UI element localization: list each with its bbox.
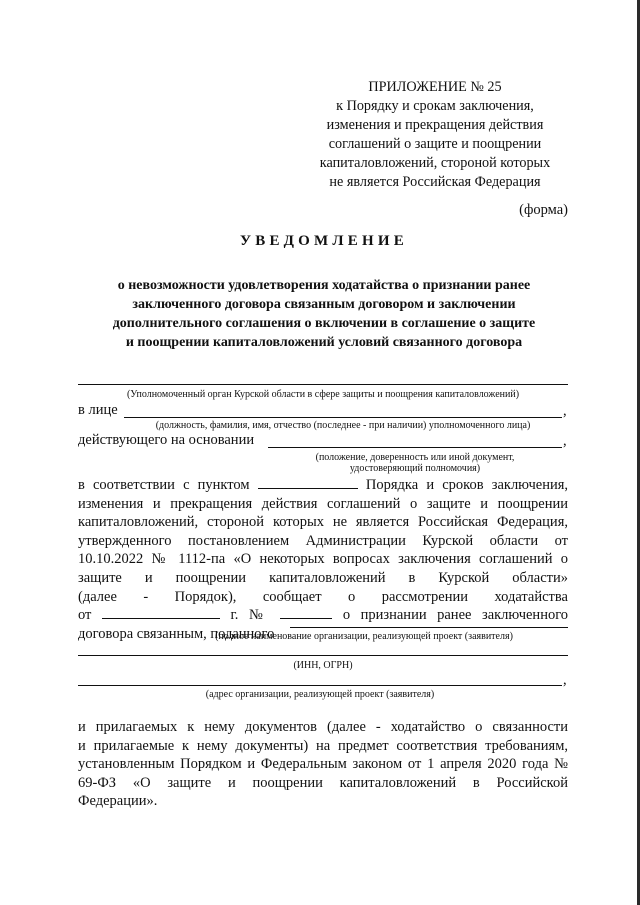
basis-label: действующего на основании (78, 432, 255, 448)
person-comma: , (563, 403, 567, 419)
paragraph-text: о признании ранее заключенного (342, 607, 569, 624)
basis-hint-2: удостоверяющий полномочия) (349, 463, 481, 474)
paragraph-line: договора связанным, поданного (78, 625, 275, 642)
in-person-label: в лице (78, 402, 118, 418)
org-hint: (полное наименование организации, реализующей проект (заявителя) (215, 631, 513, 642)
paragraph-text: от (78, 607, 92, 624)
appendix-heading: ПРИЛОЖЕНИЕ № 25 (368, 79, 502, 95)
basis-hint-1: (положение, доверенность или иной документ, (315, 452, 515, 463)
paragraph-line (78, 476, 568, 495)
address-comma: , (563, 672, 567, 688)
document-subtitle (80, 276, 568, 352)
basis-comma: , (563, 433, 567, 449)
authority-blank-line (78, 384, 568, 385)
paragraph-line (78, 606, 568, 625)
paragraph-line: капиталовложений, стороной которых не является Российская Федерация, (78, 514, 568, 531)
paragraph-line: 10.10.2022 № 1112-па «О некоторых вопросах заключения соглашений о (78, 551, 568, 568)
paragraph-line: изменения и прекращения действия соглашений о защите и поощрении (78, 495, 568, 512)
clause-blank (258, 476, 358, 489)
person-hint: (должность, фамилия, имя, отчество (последнее - при наличии) уполномоченного лица) (155, 420, 531, 431)
paragraph-line: и прилагаемые к нему документы) на предмет соответствия требованиям, (78, 737, 568, 754)
paragraph-text: в соответствии с пунктом (78, 477, 250, 493)
subtitle-line: о невозможности удовлетворения ходатайства о признании ранее (117, 278, 531, 293)
paragraph-text: г. № (230, 607, 270, 624)
appendix-line: не является Российская Федерация (329, 174, 541, 190)
form-label: (форма) (519, 202, 568, 218)
paragraph-line: (далее - Порядок), сообщает о рассмотрении ходатайства (78, 588, 568, 605)
inn-blank-line (78, 655, 568, 656)
paragraph-line: установленным Порядком и Федеральным законом от 1 апреля 2020 года № (78, 756, 568, 773)
person-blank-line (124, 417, 562, 418)
paragraph-line: 69-ФЗ «О защите и поощрении капиталовложений в Российской (78, 774, 568, 791)
appendix-line: капиталовложений, стороной которых (319, 155, 551, 171)
number-blank (280, 606, 332, 619)
paragraph-line: утвержденного постановлением Администрации Курской области от (78, 532, 568, 549)
subtitle-line: и поощрении капиталовложений условий связанного договора (125, 335, 523, 350)
paragraph-line: Федерации». (78, 793, 158, 810)
paragraph-line: защите и поощрении капиталовложений в Курской области» (78, 569, 568, 586)
appendix-block (300, 78, 570, 192)
appendix-line: к Порядку и срокам заключения, (336, 98, 534, 114)
subtitle-line: дополнительного соглашения о включении в соглашение о защите (112, 316, 536, 331)
paragraph-closing (78, 718, 568, 811)
document-title: УВЕДОМЛЕНИЕ (240, 233, 408, 249)
subtitle-line: заключенного договора связанным договором и заключении (132, 297, 516, 312)
applicant-blank-line (290, 627, 568, 628)
date-blank (102, 606, 220, 619)
paragraph-main (78, 476, 568, 643)
appendix-line: соглашений о защите и поощрении (328, 136, 542, 152)
address-hint: (адрес организации, реализующей проект (заявителя) (205, 689, 435, 700)
authority-hint: (Уполномоченный орган Курской области в сфере защиты и поощрения капиталовложений) (126, 389, 520, 400)
paragraph-text: Порядка и сроков заключения, (365, 477, 569, 493)
address-blank-line (78, 685, 562, 686)
appendix-line: изменения и прекращения действия (326, 117, 544, 133)
basis-blank-line (268, 447, 562, 448)
inn-hint: (ИНН, ОГРН) (293, 660, 353, 671)
paragraph-line: и прилагаемых к нему документов (далее - ходатайство о связанности (78, 719, 568, 735)
